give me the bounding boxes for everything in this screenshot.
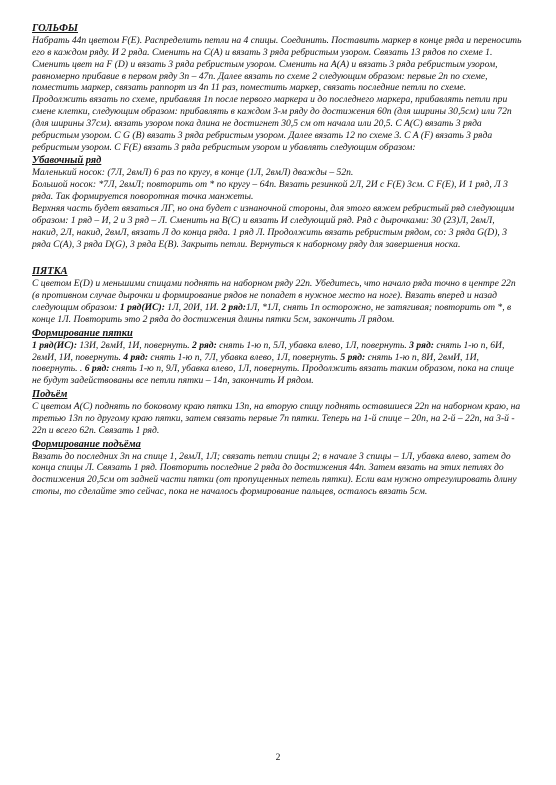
heel-shaping-paragraph	[32, 340, 522, 387]
heel-text-c: 1Л, *1Л, снять 1п осторожно, не затягивая; повторить от *, в конце 1Л. Повторить это 2 ряда до достижения длины пятки 5см, закончить Л рядом.	[32, 302, 512, 325]
heel-shaping-r6-label: 6 ряд:	[84, 363, 110, 375]
section-title-instep-shaping: Формирование подъёма	[32, 438, 141, 450]
section-title-pyatka: ПЯТКА	[32, 266, 68, 278]
heel-text-a: С цветом E(D) и меньшими спицами поднять на наборном ряду 22п. Убедитесь, что начало ряда точно в центре 22п (в противном случае дырочки и формирование рядов не попадет в нужное место на ноге). Вязать вперед и назад следующим образом:	[32, 278, 516, 314]
heel-shaping-r3-text: снять 1-ю п, 6И, 2вмИ, 1И, повернуть.	[32, 339, 505, 363]
heel-row1-label: 1 ряд(ИС):	[119, 302, 165, 314]
page-number: 2	[275, 752, 281, 763]
heel-shaping-r2-label: 2 ряд:	[192, 339, 217, 351]
heel-shaping-r2-text: снять 1-ю п, 5Л, убавка влево, 1Л, повернуть.	[216, 339, 410, 351]
big-sock-paragraph: Большой носок: *7Л, 2вмЛ; повторить от * по кругу – 64п. Вязать резинкой 2Л, 2И с F(E) 3см. С F(E), И 1 ряд, Л 3 ряда. Так формируется поворотная точка манжеты.	[32, 179, 508, 203]
section-title-golfy: ГОЛЬФЫ	[32, 23, 79, 34]
heel-shaping-r1-text: 13И, 2вмИ, 1И, повернуть.	[77, 339, 192, 351]
heel-shaping-r1-label: 1 ряд(ИС):	[32, 339, 78, 351]
podem-paragraph: С цветом A(C) поднять по боковому краю пятки 13п, на вторую спицу поднять оставшиеся 22п на наборном краю, на третью 13п по другому краю пятки, затем связать первые 7п пятки. Теперь на 1-й спице – 20п, на 2-й – 22п, на 3-й - 22п и всего 62п. Связать 1 ряд.	[32, 401, 521, 436]
section-title-heel-shaping: Формирование пятки	[32, 327, 133, 339]
heel-shaping-r3-label: 3 ряд:	[409, 339, 434, 351]
heel-row2-label: 2 ряд:	[221, 302, 246, 314]
heel-shaping-r4-text: снять 1-ю п, 7Л, убавка влево, 1Л, повернуть.	[148, 351, 341, 363]
section-title-ubavochny: Убавочный ряд	[32, 155, 102, 167]
heel-shaping-r5-label: 5 ряд:	[340, 351, 366, 363]
small-sock-paragraph: Маленький носок: (7Л, 2вмЛ) 6 раз по кругу, в конце (1Л, 2вмЛ) дважды – 52п.	[32, 167, 354, 179]
document-body	[32, 22, 522, 498]
heel-paragraph	[32, 278, 522, 325]
heel-text-b: 1Л, 20И, 1И.	[164, 302, 222, 314]
upper-part-paragraph: Верхняя часть будет вязаться ЛГ, но она будет с изнаночной стороны, для этого вяжем ребристый ряд следующим образом: 1 ряд – И, 2 и 3 ряд – Л. Сменить на В(С) и вязать И следующий ряд. Ряд с дырочками: 30 (23)Л, 2вмЛ, накид, 2Л, накид, 2вмЛ, вязать Л до конца ряда. 1 ряд Л. Продолжить вязать ребристым рядом, со: 3 ряда G(D), 3 ряда C(A), 3 ряда D(G), 3 ряда E(B). Закрыть петли. Вернуться к наборному ряду для завершения носка.	[32, 202, 515, 250]
instep-shaping-paragraph: Вязать до последних 3п на спице 1, 2вмЛ, 1Л; связать петли спицы 2; в начале 3 спицы – 1Л, убавка влево, затем до конца спицы Л. Связать 1 ряд. Повторить последние 2 ряда до достижения 44п. Затем вязать на этих петлях до достижения 20,5см от задней части пятки (от пропущенных петель пятки). Если вам нужно отрегулировать длину стопы, то сделайте это сейчас, пока не началось формирование пальцев, осталось вязать 5см.	[32, 450, 517, 498]
heel-shaping-r5-text: снять 1-ю п, 8И, 2вмИ, 1И, повернуть. .	[32, 351, 479, 375]
heel-shaping-r4-label: 4 ряд:	[123, 351, 149, 363]
section-title-podem: Подъём	[32, 389, 68, 401]
golfy-paragraph: Набрать 44п цветом F(E). Распределить петли на 4 спицы. Соединить. Поставить маркер в конце ряда и переносить его в каждом ряду. И 2 ряда. Сменить на С(А) и вязать 3 ряда ребристым узором. Связать 13 рядов по схеме 1. Сменить цвет на F (D) и вязать 3 ряда ребристым узором. Сменить на A(A) и вязать 3 ряда ребристым узором, равномерно прибавие в первом ряду 3п – 47п. Далее вязать по схеме 2 следующим образом: первые 2п по схеме, поместить маркер, связать раппорт из 4п 11 раз, поместить маркер, связать последние петли по схеме. Продолжить вязать по схеме, прибавляя 1п после первого маркера и до последнего маркера, прибавлять петли при смене клетки, следующим образом: прибавлять в каждом 3-м ряду до достижения 60п (для ширины 30,5см) или 72п (для ширины 37см). вязать узором пока длина не достигнет 30,5 см от начала или 20,5. C A(C) вязать 3 ряда ребристым узором. C G (B) вязать 3 ряда ребристым узором. Далее вязать 12 по схеме 3. C A (F) вязать 3 ряда ребристым узором. C F(E) вязать 3 ряда ребристым узором и убавлять следующим образом:	[32, 35, 522, 153]
heel-shaping-r6-text: снять 1-ю п, 9Л, убавка влево, 1Л, повернуть. Продолжить вязать таким образом, пока на спице не будут задействованы все петли пятки – 14п, закончить И рядом.	[32, 363, 514, 387]
